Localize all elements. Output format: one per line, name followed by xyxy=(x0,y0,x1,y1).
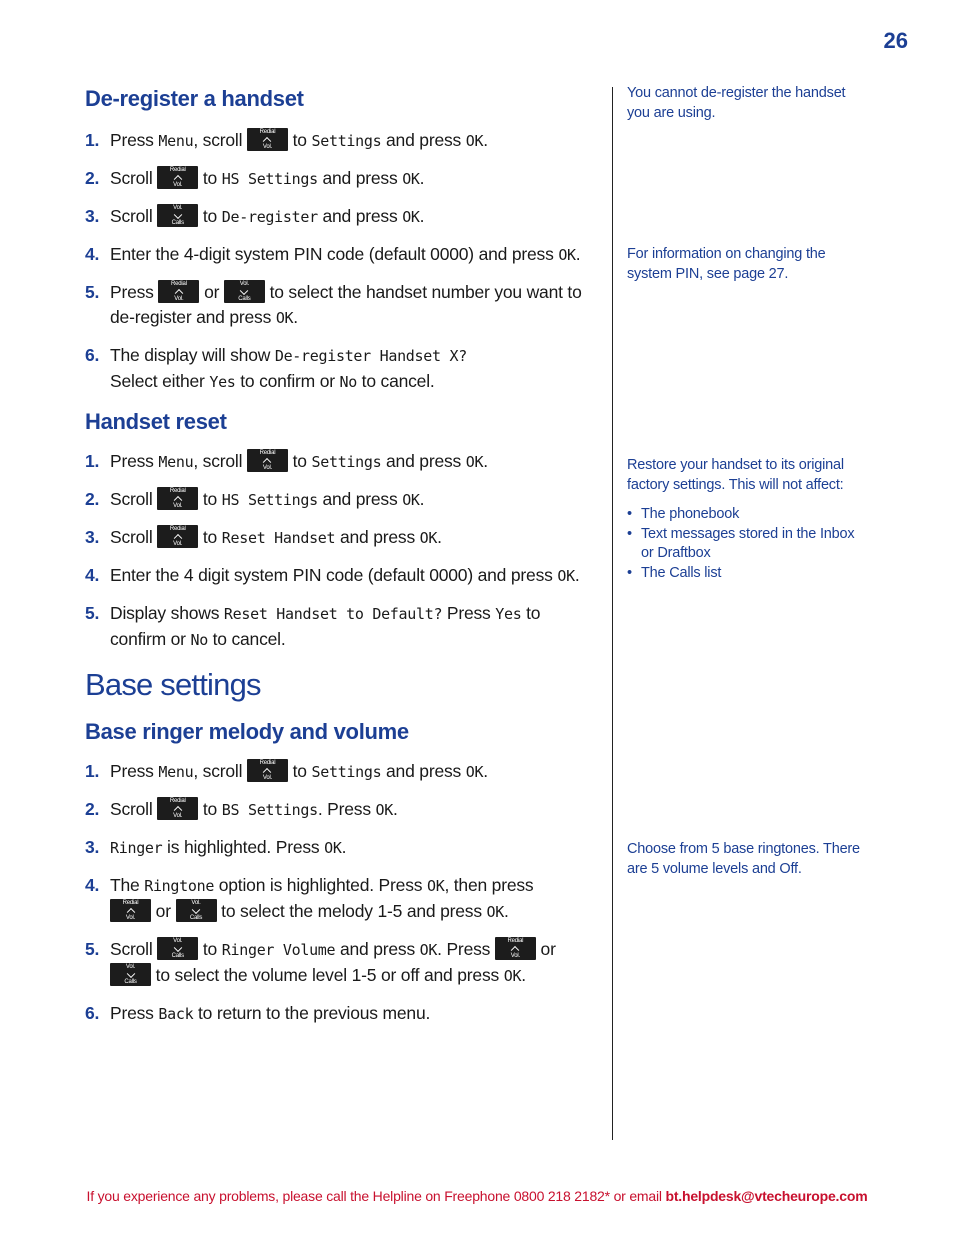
side-note-list xyxy=(627,505,867,583)
display-text: OK xyxy=(503,967,522,985)
display-text: No xyxy=(339,373,357,391)
step-text: to xyxy=(198,206,222,226)
key-label: Redial xyxy=(259,450,276,456)
step-number: 3. xyxy=(85,206,100,226)
step-text: . xyxy=(483,130,488,150)
section-subtitle-base-ringer: Base ringer melody and volume xyxy=(85,719,409,744)
key-label: Vol. xyxy=(262,775,273,781)
base-steps xyxy=(85,759,600,1027)
key-label: Redial xyxy=(171,281,187,287)
step-number: 1. xyxy=(85,451,100,471)
display-text: OK xyxy=(402,491,420,509)
step-text: to return to the previous menu. xyxy=(193,1003,431,1023)
side-note-deregister xyxy=(627,84,867,123)
list-item xyxy=(85,563,600,589)
display-text: OK xyxy=(558,246,576,264)
key-label: Vol. xyxy=(173,205,183,211)
key-label: Redial xyxy=(122,900,139,906)
step-text: to xyxy=(198,527,222,547)
redial-volume-up-key-icon xyxy=(157,166,198,189)
down-arrow-icon xyxy=(240,286,248,294)
display-text: OK xyxy=(465,453,484,471)
step-text: and press xyxy=(317,168,403,188)
list-item: • The phonebook xyxy=(627,505,867,525)
step-text: , scroll xyxy=(193,130,247,150)
step-text: Press xyxy=(110,451,159,471)
display-text: Settings xyxy=(311,132,382,150)
list-item xyxy=(85,449,600,475)
display-text: OK xyxy=(419,941,438,959)
step-text: Press xyxy=(442,603,496,623)
redial-volume-up-key-icon xyxy=(157,487,198,510)
redial-volume-up-key-icon xyxy=(158,280,199,303)
step-text: . xyxy=(521,965,526,985)
side-note-text: Choose from 5 base ringtones. There are 5 volume levels and Off. xyxy=(627,841,860,877)
list-item xyxy=(85,601,600,653)
display-text: Menu xyxy=(158,132,194,150)
step-number: 5. xyxy=(85,603,100,623)
display-text: De-register Handset X? xyxy=(274,347,467,365)
key-label: Calls xyxy=(238,296,251,302)
display-text: Back xyxy=(158,1005,194,1023)
key-label: Vol. xyxy=(174,296,184,302)
step-text: and press xyxy=(335,939,420,959)
redial-volume-up-key-icon xyxy=(157,797,198,820)
key-label: Redial xyxy=(259,129,276,135)
step-text: . xyxy=(393,799,398,819)
redial-volume-up-key-icon xyxy=(247,759,288,782)
redial-volume-up-key-icon xyxy=(247,449,288,472)
step-number: 3. xyxy=(85,527,100,547)
down-arrow-icon xyxy=(173,943,181,951)
step-text: . Press xyxy=(317,799,376,819)
step-number: 4. xyxy=(85,875,100,895)
step-text: is highlighted. Press xyxy=(162,837,325,857)
step-text: . xyxy=(574,565,580,585)
display-text: OK xyxy=(419,529,438,547)
list-item xyxy=(85,937,600,989)
step-number: 2. xyxy=(85,168,100,188)
step-number: 4. xyxy=(85,565,100,585)
main-column xyxy=(85,86,600,1039)
volume-down-calls-key-icon xyxy=(110,963,151,986)
key-label: Redial xyxy=(507,938,524,944)
step-text: . xyxy=(437,527,442,547)
volume-down-calls-key-icon xyxy=(157,937,198,960)
step-text: to xyxy=(287,130,312,150)
display-text: Reset Handset xyxy=(221,529,336,547)
step-text: to confirm or xyxy=(235,371,340,391)
step-text: . xyxy=(419,168,425,188)
redial-volume-up-key-icon xyxy=(247,128,288,151)
step-number: 6. xyxy=(85,1003,100,1023)
display-text: OK xyxy=(402,208,420,226)
list-item xyxy=(85,835,600,861)
list-item xyxy=(85,759,600,785)
step-text: to xyxy=(287,451,312,471)
display-text: De-register xyxy=(221,208,318,226)
key-label: Calls xyxy=(171,220,184,226)
display-text: OK xyxy=(465,763,484,781)
list-item xyxy=(85,797,600,823)
side-note-text: For information on changing the system PIN, see page 27. xyxy=(627,246,826,282)
step-text: to cancel. xyxy=(207,629,286,649)
display-text: Ringer Volume xyxy=(221,941,336,959)
step-text: and press xyxy=(317,489,403,509)
step-number: 2. xyxy=(85,799,100,819)
list-item: • The Calls list xyxy=(627,564,867,584)
step-text: option is highlighted. Press xyxy=(214,875,427,895)
step-text: The display will show xyxy=(110,345,275,365)
key-label: Redial xyxy=(169,488,186,494)
list-item xyxy=(85,1001,600,1027)
step-text: to select the handset number you want to de-register and press xyxy=(110,282,582,327)
display-text: Yes xyxy=(495,605,522,623)
step-text: Scroll xyxy=(110,527,158,547)
key-label: Calls xyxy=(189,915,203,921)
step-text: or xyxy=(535,939,556,959)
display-text: OK xyxy=(465,132,484,150)
step-text: to confirm or xyxy=(110,603,541,649)
step-text: to select the melody 1-5 and press xyxy=(216,901,487,921)
step-text: and press xyxy=(317,206,403,226)
display-text: OK xyxy=(486,903,505,921)
step-text: . xyxy=(504,901,509,921)
key-label: Vol. xyxy=(173,541,183,547)
key-label: Redial xyxy=(169,526,186,532)
step-text: Scroll xyxy=(110,939,158,959)
side-note-ringer xyxy=(627,840,867,879)
redial-volume-up-key-icon xyxy=(110,899,151,922)
down-arrow-icon xyxy=(192,905,200,913)
key-label: Redial xyxy=(169,167,186,173)
volume-down-calls-key-icon xyxy=(224,280,265,303)
key-label: Vol. xyxy=(262,144,273,150)
step-text: The xyxy=(110,875,145,895)
key-label: Calls xyxy=(124,979,137,985)
helpdesk-email-link[interactable]: bt.helpdesk@vtecheurope.com xyxy=(665,1188,868,1204)
step-text: Scroll xyxy=(110,799,158,819)
key-label: Vol. xyxy=(173,503,183,509)
footer-helpline xyxy=(0,1188,954,1204)
key-label: Vol. xyxy=(239,281,250,287)
section-title-deregister: De-register a handset xyxy=(85,86,304,111)
display-text: OK xyxy=(324,839,342,857)
side-note-text: You cannot de-register the handset you are using. xyxy=(627,85,846,121)
section-title-reset: Handset reset xyxy=(85,409,227,434)
list-item xyxy=(85,525,600,551)
step-text: to xyxy=(198,168,222,188)
display-text: Ringtone xyxy=(144,877,215,895)
column-divider xyxy=(612,87,613,1140)
redial-volume-up-key-icon xyxy=(495,937,536,960)
list-item xyxy=(85,128,600,154)
side-note-reset xyxy=(627,456,867,583)
down-arrow-icon xyxy=(126,969,134,977)
step-number: 5. xyxy=(85,939,100,959)
display-text: BS Settings xyxy=(221,801,318,819)
step-text: Scroll xyxy=(110,168,158,188)
list-item xyxy=(85,242,600,268)
step-text: Display shows xyxy=(110,603,224,623)
display-text: OK xyxy=(375,801,394,819)
list-item xyxy=(85,280,600,331)
page-number: 26 xyxy=(883,28,908,53)
display-text: OK xyxy=(557,567,575,585)
step-text: Select either xyxy=(110,371,210,391)
step-text: Press xyxy=(110,1003,159,1023)
step-text: . xyxy=(341,837,347,857)
down-arrow-icon xyxy=(173,210,181,218)
key-label: Redial xyxy=(259,760,276,766)
display-text: No xyxy=(190,631,208,649)
display-text: Ringer xyxy=(110,839,163,857)
key-label: Vol. xyxy=(191,900,201,906)
step-text: . xyxy=(419,206,425,226)
step-text: Scroll xyxy=(110,489,158,509)
step-text: and press xyxy=(381,451,466,471)
list-item xyxy=(85,873,600,925)
step-text: , scroll xyxy=(193,451,247,471)
volume-down-calls-key-icon xyxy=(157,204,198,227)
key-label: Vol. xyxy=(125,964,136,970)
step-text: or xyxy=(151,901,176,921)
display-text: OK xyxy=(402,170,420,188)
list-item xyxy=(85,166,600,192)
key-label: Vol. xyxy=(510,953,520,959)
redial-volume-up-key-icon xyxy=(157,525,198,548)
list-item xyxy=(85,487,600,513)
step-text: to xyxy=(198,799,222,819)
display-text: Menu xyxy=(158,763,194,781)
list-item xyxy=(85,343,600,395)
step-number: 1. xyxy=(85,130,100,150)
key-label: Vol. xyxy=(173,938,183,944)
list-item xyxy=(85,204,600,230)
step-text: and press xyxy=(335,527,420,547)
key-label: Calls xyxy=(171,953,184,959)
volume-down-calls-key-icon xyxy=(176,899,217,922)
step-number: 5. xyxy=(85,282,100,302)
key-label: Redial xyxy=(169,798,186,804)
step-text: to select the volume level 1-5 or off and press xyxy=(151,965,504,985)
step-text: to cancel. xyxy=(357,371,435,391)
step-text: Press xyxy=(110,761,159,781)
step-text: Enter the 4-digit system PIN code (default 0000) and press xyxy=(110,244,559,264)
step-text: and press xyxy=(381,761,466,781)
step-text: or xyxy=(199,282,224,302)
display-text: Yes xyxy=(209,373,236,391)
display-text: Settings xyxy=(311,763,382,781)
display-text: HS Settings xyxy=(221,491,318,509)
step-text: . xyxy=(483,761,488,781)
display-text: OK xyxy=(275,309,294,327)
step-text: , then press xyxy=(444,875,534,895)
side-note-pin xyxy=(627,245,867,284)
deregister-steps xyxy=(85,128,600,395)
reset-steps xyxy=(85,449,600,653)
step-text: to xyxy=(198,939,222,959)
key-label: Vol. xyxy=(125,915,136,921)
step-text: Enter the 4 digit system PIN code (default 0000) and press xyxy=(110,565,558,585)
step-number: 1. xyxy=(85,761,100,781)
step-text: to xyxy=(198,489,222,509)
step-text: and press xyxy=(381,130,466,150)
step-text: Press xyxy=(110,282,159,302)
step-text: . Press xyxy=(437,939,495,959)
display-text: Menu xyxy=(158,453,194,471)
display-text: HS Settings xyxy=(221,170,318,188)
step-text: . xyxy=(293,307,298,327)
step-text: . xyxy=(483,451,488,471)
display-text: Reset Handset to Default? xyxy=(223,605,443,623)
step-text: Press xyxy=(110,130,159,150)
step-text: to xyxy=(287,761,312,781)
key-label: Vol. xyxy=(262,465,273,471)
step-text: . xyxy=(419,489,425,509)
step-number: 2. xyxy=(85,489,100,509)
key-label: Vol. xyxy=(173,813,183,819)
step-text: . xyxy=(575,244,581,264)
section-title-base-settings: Base settings xyxy=(85,667,261,702)
step-number: 3. xyxy=(85,837,100,857)
step-text: , scroll xyxy=(193,761,247,781)
step-text: Scroll xyxy=(110,206,158,226)
list-item: • Text messages stored in the Inbox or Draftbox xyxy=(627,525,867,564)
display-text: OK xyxy=(426,877,445,895)
display-text: Settings xyxy=(311,453,382,471)
footer-text: If you experience any problems, please call the Helpline on Freephone 0800 218 2182* or email xyxy=(86,1188,666,1204)
side-note-text: Restore your handset to its original factory settings. This will not affect: xyxy=(627,457,844,493)
step-number: 4. xyxy=(85,244,100,264)
step-number: 6. xyxy=(85,345,100,365)
key-label: Vol. xyxy=(173,182,183,188)
